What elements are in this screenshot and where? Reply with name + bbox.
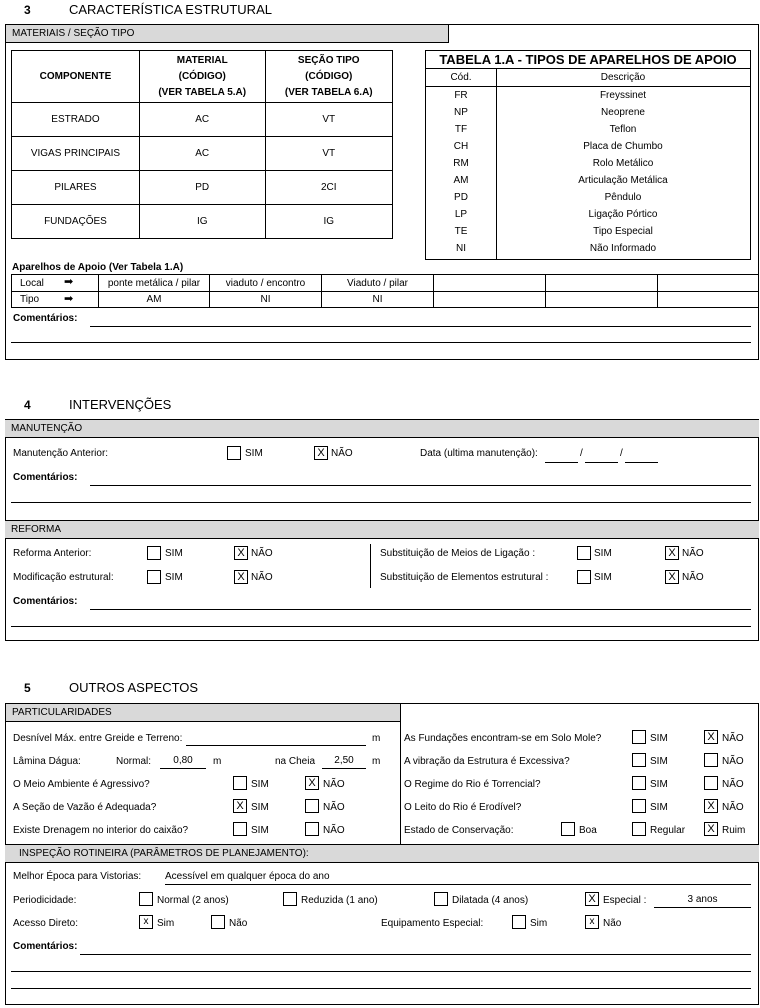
- list-item: TE Tipo Especial: [454, 226, 653, 237]
- manut-sim-checkbox[interactable]: [227, 446, 241, 460]
- section-4-title: INTERVENÇÕES: [69, 397, 172, 412]
- section-5-number: 5: [24, 681, 31, 695]
- modif-sim-checkbox[interactable]: [147, 570, 161, 584]
- col-material: MATERIAL (CÓDIGO) (VER TABELA 5.A): [139, 51, 265, 103]
- subst-meios-nao-checkbox[interactable]: X: [665, 546, 679, 560]
- arrow-right-icon: ➡: [64, 293, 74, 305]
- list-item: NI Não Informado: [456, 243, 657, 254]
- section-4-number: 4: [24, 398, 31, 412]
- reforma-nao-checkbox[interactable]: X: [234, 546, 248, 560]
- comment-line[interactable]: [90, 326, 751, 327]
- estado-boa-checkbox[interactable]: [561, 822, 575, 836]
- drenagem-sim-checkbox[interactable]: [233, 822, 247, 836]
- comentarios-label: Comentários:: [13, 313, 78, 324]
- manut-nao-checkbox[interactable]: X: [314, 446, 328, 460]
- comment-line[interactable]: [90, 609, 751, 610]
- table-row: ESTRADO AC VT: [12, 103, 393, 137]
- local-label: Local: [20, 277, 44, 289]
- comment-line[interactable]: [11, 988, 751, 989]
- comment-line[interactable]: [90, 485, 751, 486]
- comment-line[interactable]: [11, 626, 751, 627]
- section-3-number: 3: [24, 3, 31, 17]
- periodicidade-dilatada-checkbox[interactable]: [434, 892, 448, 906]
- comment-line[interactable]: [11, 502, 751, 503]
- apoio-cell[interactable]: [546, 275, 658, 292]
- apoio-cell[interactable]: [658, 292, 760, 308]
- meio-nao-checkbox[interactable]: X: [305, 776, 319, 790]
- comment-line[interactable]: [11, 342, 751, 343]
- secao-sim-checkbox[interactable]: X: [233, 799, 247, 813]
- tipo-label: Tipo: [20, 294, 40, 305]
- comment-line[interactable]: [11, 971, 751, 972]
- reforma-header: REFORMA: [5, 520, 759, 539]
- regime-sim-checkbox[interactable]: [632, 776, 646, 790]
- secao-nao-checkbox[interactable]: [305, 799, 319, 813]
- subst-meios-sim-checkbox[interactable]: [577, 546, 591, 560]
- date-month-field[interactable]: [585, 448, 618, 463]
- list-item: PD Pêndulo: [454, 192, 642, 203]
- col-componente: COMPONENTE: [12, 51, 140, 103]
- list-item: RM Rolo Metálico: [453, 158, 654, 169]
- apoio-cell[interactable]: AM: [99, 292, 210, 308]
- periodicidade-reduzida-checkbox[interactable]: [283, 892, 297, 906]
- table-row: PILARES PD 2CI: [12, 171, 393, 205]
- modif-nao-checkbox[interactable]: X: [234, 570, 248, 584]
- apoio-cell[interactable]: NI: [322, 292, 434, 308]
- list-item: TF Teflon: [454, 124, 637, 135]
- list-item: AM Articulação Metálica: [453, 175, 668, 186]
- materiais-header: MATERIAIS / SEÇÃO TIPO: [5, 24, 449, 43]
- apoio-cell[interactable]: NI: [210, 292, 322, 308]
- comment-line[interactable]: [80, 954, 751, 955]
- vibracao-sim-checkbox[interactable]: [632, 753, 646, 767]
- desnivel-field[interactable]: [186, 731, 366, 746]
- particularidades-header: PARTICULARIDADES: [5, 703, 401, 722]
- vibracao-nao-checkbox[interactable]: [704, 753, 718, 767]
- col-secao: SEÇÃO TIPO (CÓDIGO) (VER TABELA 6.A): [265, 51, 392, 103]
- data-label: Data (ultima manutenção):: [420, 448, 538, 459]
- reforma-sim-checkbox[interactable]: [147, 546, 161, 560]
- leito-nao-checkbox[interactable]: X: [704, 799, 718, 813]
- apoio-cell[interactable]: [546, 292, 658, 308]
- acesso-nao-checkbox[interactable]: [211, 915, 225, 929]
- fundacoes-nao-checkbox[interactable]: X: [704, 730, 718, 744]
- acesso-sim-checkbox[interactable]: x: [139, 915, 153, 929]
- section-5-title: OUTROS ASPECTOS: [69, 680, 199, 695]
- normal-field[interactable]: 0,80: [160, 754, 206, 769]
- apoio-cell[interactable]: [658, 275, 760, 292]
- date-day-field[interactable]: [545, 448, 578, 463]
- especial-field[interactable]: 3 anos: [654, 893, 751, 908]
- periodicidade-especial-checkbox[interactable]: X: [585, 892, 599, 906]
- apoio-cell[interactable]: viaduto / encontro: [210, 275, 322, 292]
- apoio-cell[interactable]: [434, 292, 546, 308]
- estado-ruim-checkbox[interactable]: X: [704, 822, 718, 836]
- list-item: FR Freyssinet: [454, 90, 647, 101]
- manutencao-header: MANUTENÇÃO: [5, 419, 759, 438]
- manutencao-anterior-label: Manutenção Anterior:: [13, 448, 109, 459]
- list-item: NP Neoprene: [454, 107, 645, 118]
- equip-sim-checkbox[interactable]: [512, 915, 526, 929]
- apoio-cell[interactable]: [434, 275, 546, 292]
- comentarios-label: Comentários:: [13, 941, 78, 952]
- leito-sim-checkbox[interactable]: [632, 799, 646, 813]
- equip-nao-checkbox[interactable]: x: [585, 915, 599, 929]
- table-row: VIGAS PRINCIPAIS AC VT: [12, 137, 393, 171]
- apoio-table: [11, 274, 759, 308]
- materials-table: [11, 50, 393, 239]
- melhor-epoca-value: Acessível em qualquer época do ano: [165, 871, 330, 882]
- cheia-field[interactable]: 2,50: [322, 754, 366, 769]
- estado-regular-checkbox[interactable]: [632, 822, 646, 836]
- periodicidade-normal-checkbox[interactable]: [139, 892, 153, 906]
- apoio-cell[interactable]: ponte metálica / pilar: [99, 275, 210, 292]
- section-3-title: CARACTERÍSTICA ESTRUTURAL: [69, 2, 272, 17]
- subst-elem-nao-checkbox[interactable]: X: [665, 570, 679, 584]
- comentarios-label: Comentários:: [13, 596, 78, 607]
- apoio-cell[interactable]: Viaduto / pilar: [322, 275, 434, 292]
- tabela-1a-body: Cód. Descrição FR Freyssinet NP Neoprene TF Teflon CH Placa de Chumbo RM Rolo Metálico AM Articulação Metálica PD Pêndulo LP Ligação Pórtico TE Tipo Especial NI Não Informado: [426, 69, 750, 257]
- drenagem-nao-checkbox[interactable]: [305, 822, 319, 836]
- date-year-field[interactable]: [625, 448, 658, 463]
- apoio-title: Aparelhos de Apoio (Ver Tabela 1.A): [12, 262, 184, 273]
- list-item: CH Placa de Chumbo: [453, 141, 663, 152]
- subst-elem-sim-checkbox[interactable]: [577, 570, 591, 584]
- meio-sim-checkbox[interactable]: [233, 776, 247, 790]
- arrow-right-icon: ➡: [64, 276, 74, 288]
- inspecao-header: INSPEÇÃO ROTINEIRA (PARÂMETROS DE PLANEJAMENTO):: [5, 844, 759, 863]
- comentarios-label: Comentários:: [13, 472, 78, 483]
- table-row: FUNDAÇÕES IG IG: [12, 205, 393, 239]
- regime-nao-checkbox[interactable]: [704, 776, 718, 790]
- list-item: LP Ligação Pórtico: [454, 209, 658, 220]
- fundacoes-sim-checkbox[interactable]: [632, 730, 646, 744]
- tabela-1a-title: TABELA 1.A - TIPOS DE APARELHOS DE APOIO: [426, 51, 750, 69]
